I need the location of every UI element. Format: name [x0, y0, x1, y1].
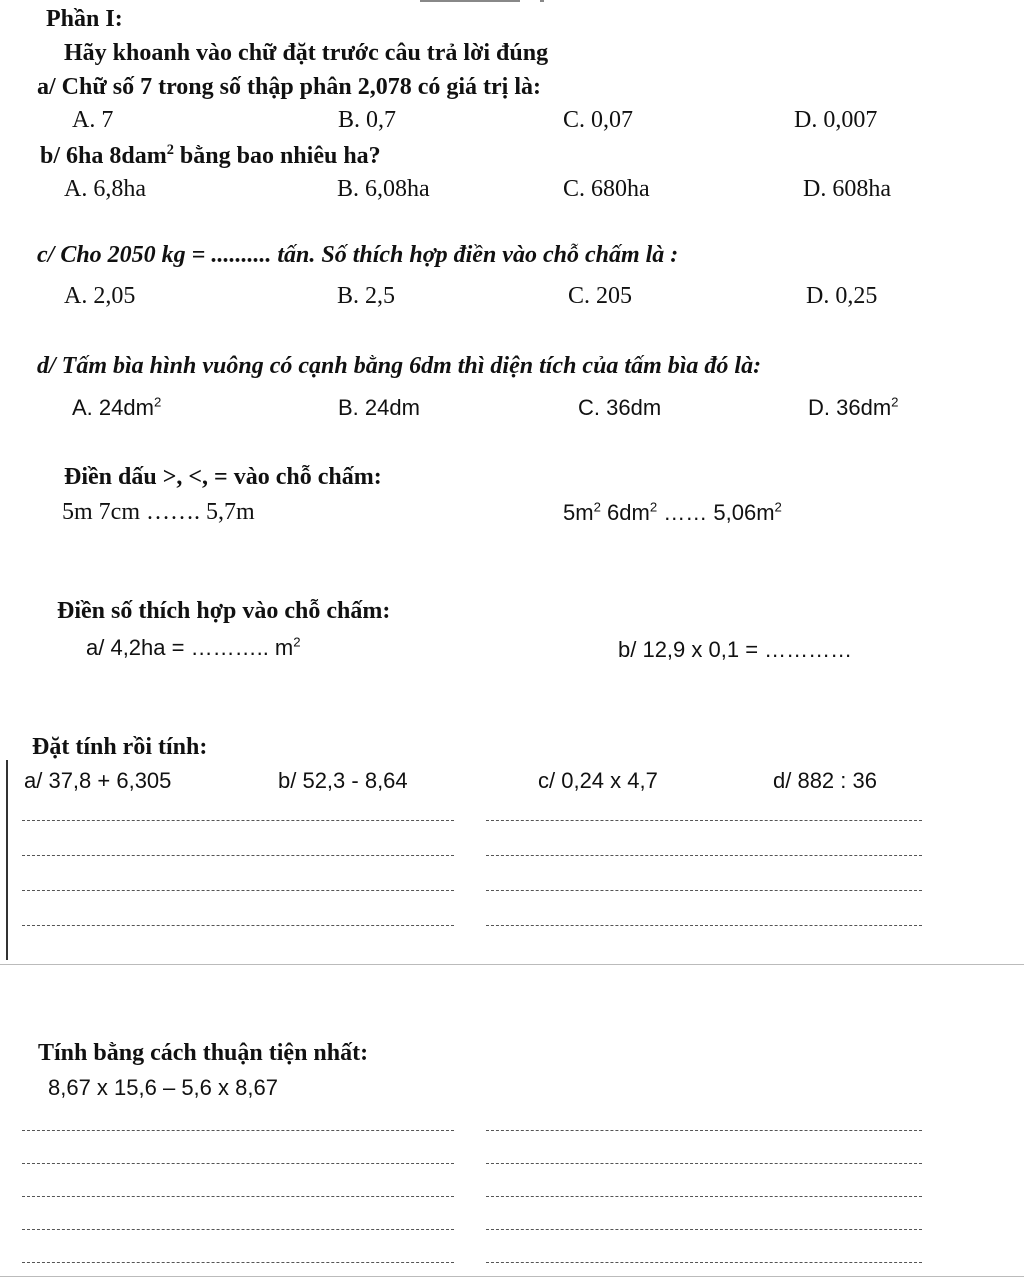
bottom-line [0, 1276, 1024, 1277]
answer-line [22, 855, 454, 856]
answer-line [486, 1229, 922, 1230]
fill-item-b: b/ 12,9 x 0,1 = ………… [618, 637, 853, 662]
question-a-option-a[interactable]: A. 7 [72, 107, 114, 133]
convenient-title: Tính bằng cách thuận tiện nhất: [38, 1040, 369, 1066]
answer-line [22, 890, 454, 891]
answer-line [22, 1163, 454, 1164]
calc-item-a: a/ 37,8 + 6,305 [24, 768, 172, 793]
question-c-prompt: c/ Cho 2050 kg = .......... tấn. Số thích hợp điền vào chỗ chấm là : [37, 242, 679, 268]
question-b-option-c[interactable]: C. 680ha [563, 176, 650, 202]
answer-line [22, 1229, 454, 1230]
answer-line [22, 925, 454, 926]
instruction: Hãy khoanh vào chữ đặt trước câu trả lời đúng [64, 40, 549, 66]
section-title: Phần I: [46, 6, 123, 32]
calc-item-b: b/ 52,3 - 8,64 [278, 768, 408, 793]
question-b-prompt: b/ 6ha 8dam$^2$ bằng bao nhiêu ha? [40, 142, 381, 169]
question-d-option-b[interactable]: B. 24dm [338, 395, 420, 420]
question-a-option-b[interactable]: B. 0,7 [338, 107, 397, 133]
question-b-option-d[interactable]: D. 608ha [803, 176, 891, 202]
calc-item-c: c/ 0,24 x 4,7 [538, 768, 658, 793]
question-a-option-c[interactable]: C. 0,07 [563, 107, 634, 133]
answer-line [486, 855, 922, 856]
question-a-prompt: a/ Chữ số 7 trong số thập phân 2,078 có giá trị là: [37, 74, 542, 100]
question-c-option-b[interactable]: B. 2,5 [337, 283, 396, 309]
question-b-option-b[interactable]: B. 6,08ha [337, 176, 430, 202]
compare-item-1: 5m 7cm ……. 5,7m [62, 499, 255, 525]
question-d-option-a[interactable]: A. $24dm^2$ [72, 394, 162, 420]
question-b-option-a[interactable]: A. 6,8ha [64, 176, 146, 202]
answer-line [22, 1130, 454, 1131]
question-c-option-a[interactable]: A. 2,05 [64, 283, 136, 309]
answer-line [486, 925, 922, 926]
answer-line [22, 1262, 454, 1263]
answer-line [486, 1130, 922, 1131]
convenient-expression: 8,67 x 15,6 – 5,6 x 8,67 [48, 1075, 278, 1100]
calc-title: Đặt tính rồi tính: [32, 734, 208, 760]
compare-title: Điền dấu >, <, = vào chỗ chấm: [64, 464, 382, 490]
question-c-option-c[interactable]: C. 205 [568, 283, 633, 309]
answer-line [22, 820, 454, 821]
question-d-option-d[interactable]: D. $36dm^2$ [808, 394, 899, 420]
question-d-option-c[interactable]: C. 36dm [578, 395, 662, 420]
answer-line [486, 890, 922, 891]
question-c-option-d[interactable]: D. 0,25 [806, 283, 878, 309]
fill-title: Điền số thích hợp vào chỗ chấm: [57, 598, 391, 624]
fill-item-a: a/ 4,2ha = ……….. $m^2$ [86, 634, 301, 660]
answer-line [486, 1163, 922, 1164]
question-a-option-d[interactable]: D. 0,007 [794, 107, 878, 133]
margin-line [6, 760, 8, 960]
answer-line [486, 1262, 922, 1263]
answer-line [22, 1196, 454, 1197]
compare-item-2: $5m^2$ $6dm^2$ …… $5,06m^2$ [563, 499, 782, 525]
calc-item-d: d/ 882 : 36 [773, 768, 877, 793]
page-break-line [0, 964, 1024, 965]
answer-line [486, 820, 922, 821]
question-d-prompt: d/ Tấm bìa hình vuông có cạnh bằng 6dm thì diện tích của tấm bìa đó là: [37, 353, 762, 379]
answer-line [486, 1196, 922, 1197]
top-divider-left [420, 0, 520, 2]
top-divider-right [540, 0, 544, 2]
